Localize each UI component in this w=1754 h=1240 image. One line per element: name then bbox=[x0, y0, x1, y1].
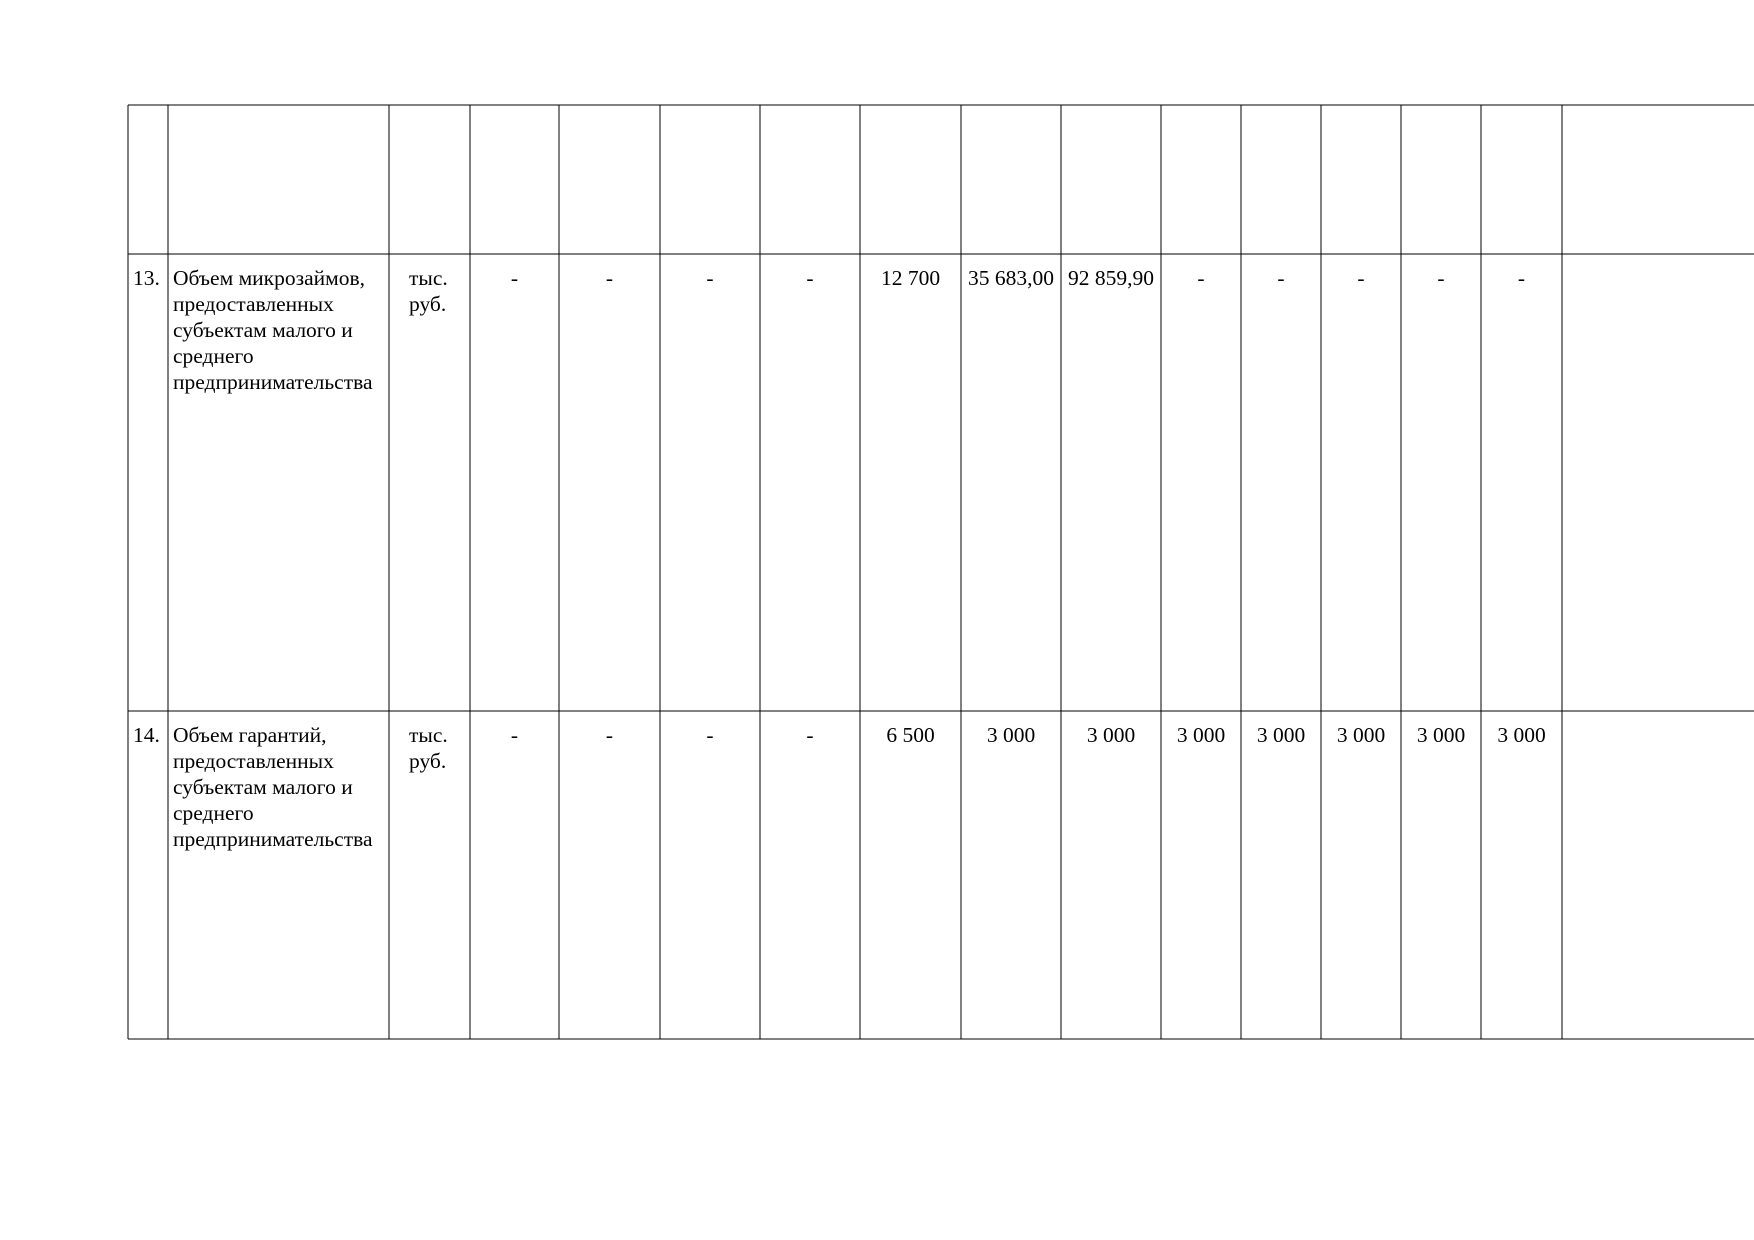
value-cell: 92 859,90 bbox=[1068, 266, 1154, 290]
value-cell: - bbox=[806, 266, 814, 290]
value-cell: - bbox=[1197, 266, 1205, 290]
value-cell: - bbox=[510, 266, 519, 290]
value-cell: - bbox=[706, 723, 714, 747]
value-cell: - bbox=[605, 723, 614, 747]
indicator-name-cell: Объем гарантий, предоставленных субъектам малого и среднего предпринимательства bbox=[173, 723, 373, 851]
value-cell: - bbox=[806, 723, 814, 747]
value-cell: 3 000 bbox=[1256, 723, 1306, 747]
value-cell: - bbox=[510, 723, 519, 747]
value-cell: 3 000 bbox=[1086, 723, 1136, 747]
indicator-name-cell: Объем микрозаймов, предоставленных субъектам малого и среднего предпринимательства bbox=[173, 266, 373, 394]
row-number-cell: 13. bbox=[133, 266, 160, 290]
value-cell: 3 000 bbox=[986, 723, 1036, 747]
value-cell: 35 683,00 bbox=[968, 266, 1054, 290]
value-cell: - bbox=[706, 266, 714, 290]
value-cell: 3 000 bbox=[1336, 723, 1386, 747]
value-cell: - bbox=[1517, 266, 1526, 290]
unit-cell: тыс. руб. bbox=[409, 266, 448, 316]
value-cell: 6 500 bbox=[886, 723, 935, 747]
unit-cell: тыс. руб. bbox=[409, 723, 448, 773]
value-cell: - bbox=[1277, 266, 1285, 290]
value-cell: 3 000 bbox=[1497, 723, 1546, 747]
value-cell: - bbox=[1437, 266, 1445, 290]
value-cell: 3 000 bbox=[1416, 723, 1466, 747]
value-cell: 3 000 bbox=[1176, 723, 1226, 747]
row-number-cell: 14. bbox=[133, 723, 160, 747]
value-cell: - bbox=[605, 266, 614, 290]
value-cell: 12 700 bbox=[880, 266, 941, 290]
value-cell: - bbox=[1357, 266, 1365, 290]
